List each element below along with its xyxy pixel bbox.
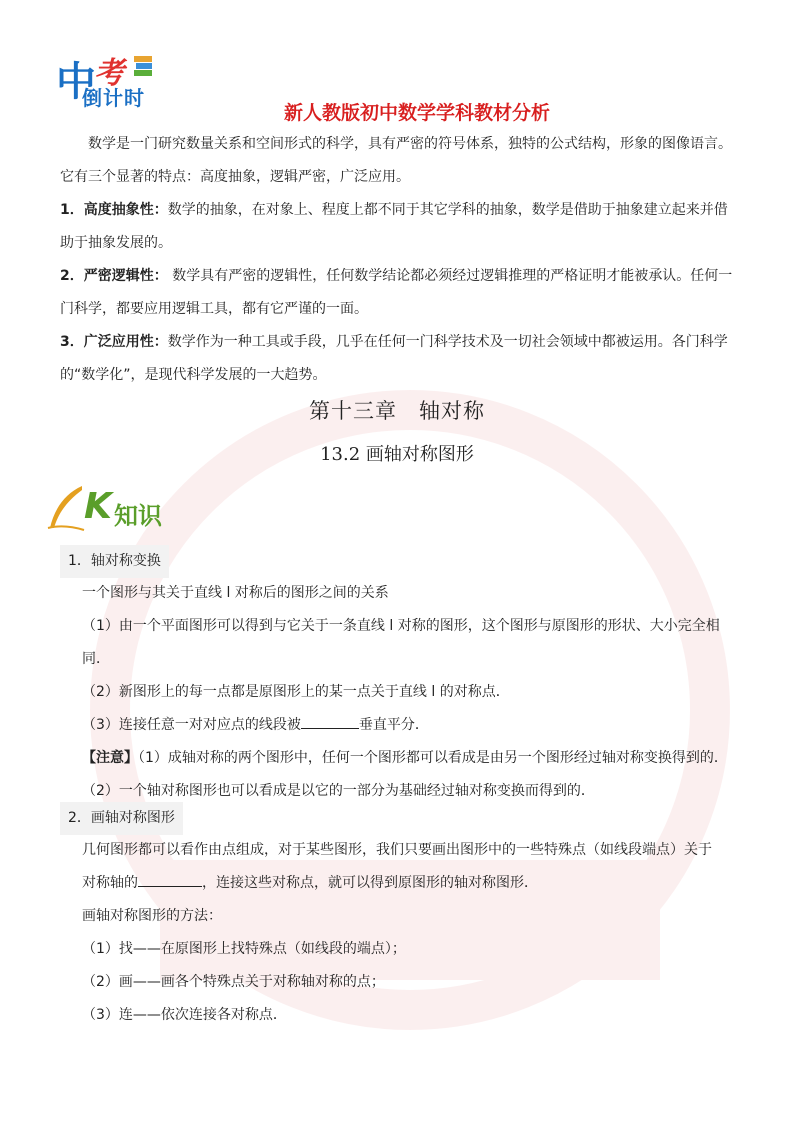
books-icon (132, 52, 154, 80)
intro-item-3 (60, 326, 736, 392)
section-title: 13.2 画轴对称图形 (320, 444, 474, 465)
part2-heading-wrap (60, 802, 183, 835)
intro-item-3-text: 数学作为一种工具或手段，几乎在任何一门科学技术及一切社会领域中都被运用。各门科学的“数学化”，是现代科学发展的一大趋势。 (60, 334, 728, 383)
part1-line4-b: 垂直平分． (358, 717, 429, 733)
part2-step3: （3）连——依次连接各对称点． (82, 1007, 287, 1023)
part2-line2 (82, 867, 736, 900)
note-1: （1）成轴对称的两个图形中，任何一个图形都可以看成是由另一个图形经过轴对称变换得到的． (138, 750, 728, 766)
quill-icon (44, 484, 88, 532)
intro-item-2-text: 数学具有严密的逻辑性，任何数学结论都必须经过逻辑推理的严格证明才能被承认。任何一门科学，都要应用逻辑工具，都有它严谨的一面。 (60, 268, 733, 317)
part1-heading-wrap (60, 545, 169, 578)
part2-step2: （2）画——画各个特殊点关于对称轴对称的点； (82, 974, 385, 990)
intro-section (60, 128, 736, 392)
logo-subtitle: 倒计时 (82, 86, 145, 110)
part2-line2-b: ，连接这些对称点，就可以得到原图形的轴对称图形． (202, 875, 538, 891)
logo-char-zhong: 中 (56, 59, 96, 105)
part1-heading: 1．轴对称变换 (60, 545, 169, 578)
intro-paragraph: 数学是一门研究数量关系和空间形式的科学，具有严密的符号体系，独特的公式结构，形象的图像语言。它有三个显著的特点：高度抽象，逻辑严密，广泛应用。 (60, 136, 732, 185)
part2-body (82, 834, 736, 1032)
intro-item-2-label: 2．严密逻辑性： (60, 268, 168, 284)
part1-note (82, 742, 736, 775)
part1-line3: （2）新图形上的每一点都是原图形上的某一点关于直线 l 的对称点． (82, 684, 510, 700)
chapter-title: 第十三章 轴对称 (309, 399, 485, 423)
part2-line2-a: 对称轴的 (82, 875, 138, 891)
intro-item-1-label: 1．高度抽象性： (60, 202, 168, 218)
part1-body (82, 577, 736, 808)
part1-line2: （1）由一个平面图形可以得到与它关于一条直线 l 对称的图形，这个图形与原图形的形状、大小完全相同． (82, 618, 720, 667)
knowledge-label: 知识 (114, 502, 162, 530)
intro-item-1-text: 数学的抽象，在对象上、程度上都不同于其它学科的抽象，数学是借助于抽象建立起来并借助于抽象发展的。 (60, 202, 728, 251)
note-label: 【注意】 (82, 750, 138, 766)
part1-line4 (82, 709, 736, 742)
fill-blank-1[interactable] (301, 714, 359, 729)
intro-item-1 (60, 194, 736, 260)
note-2: （2）一个轴对称图形也可以看成是以它的一部分为基础经过轴对称变换而得到的． (82, 783, 595, 799)
part1-line1: 一个图形与其关于直线 l 对称后的图形之间的关系 (82, 585, 389, 601)
part2-line1: 几何图形都可以看作由点组成，对于某些图形，我们只要画出图形中的一些特殊点（如线段端点）关于 (82, 842, 712, 858)
intro-item-3-label: 3．广泛应用性： (60, 334, 168, 350)
part2-line3: 画轴对称图形的方法： (82, 908, 222, 924)
document-title: 新人教版初中数学学科教材分析 (283, 102, 550, 124)
fill-blank-2[interactable] (138, 872, 202, 887)
part2-step1: （1）找——在原图形上找特殊点（如线段的端点）； (82, 941, 406, 957)
intro-item-2 (60, 260, 736, 326)
part2-heading: 2．画轴对称图形 (60, 802, 183, 835)
knowledge-badge (40, 482, 190, 534)
knowledge-k: K (84, 486, 112, 527)
logo-char-kao: 考 (94, 56, 124, 91)
part1-line4-a: （3）连接任意一对对应点的线段被 (82, 717, 301, 733)
